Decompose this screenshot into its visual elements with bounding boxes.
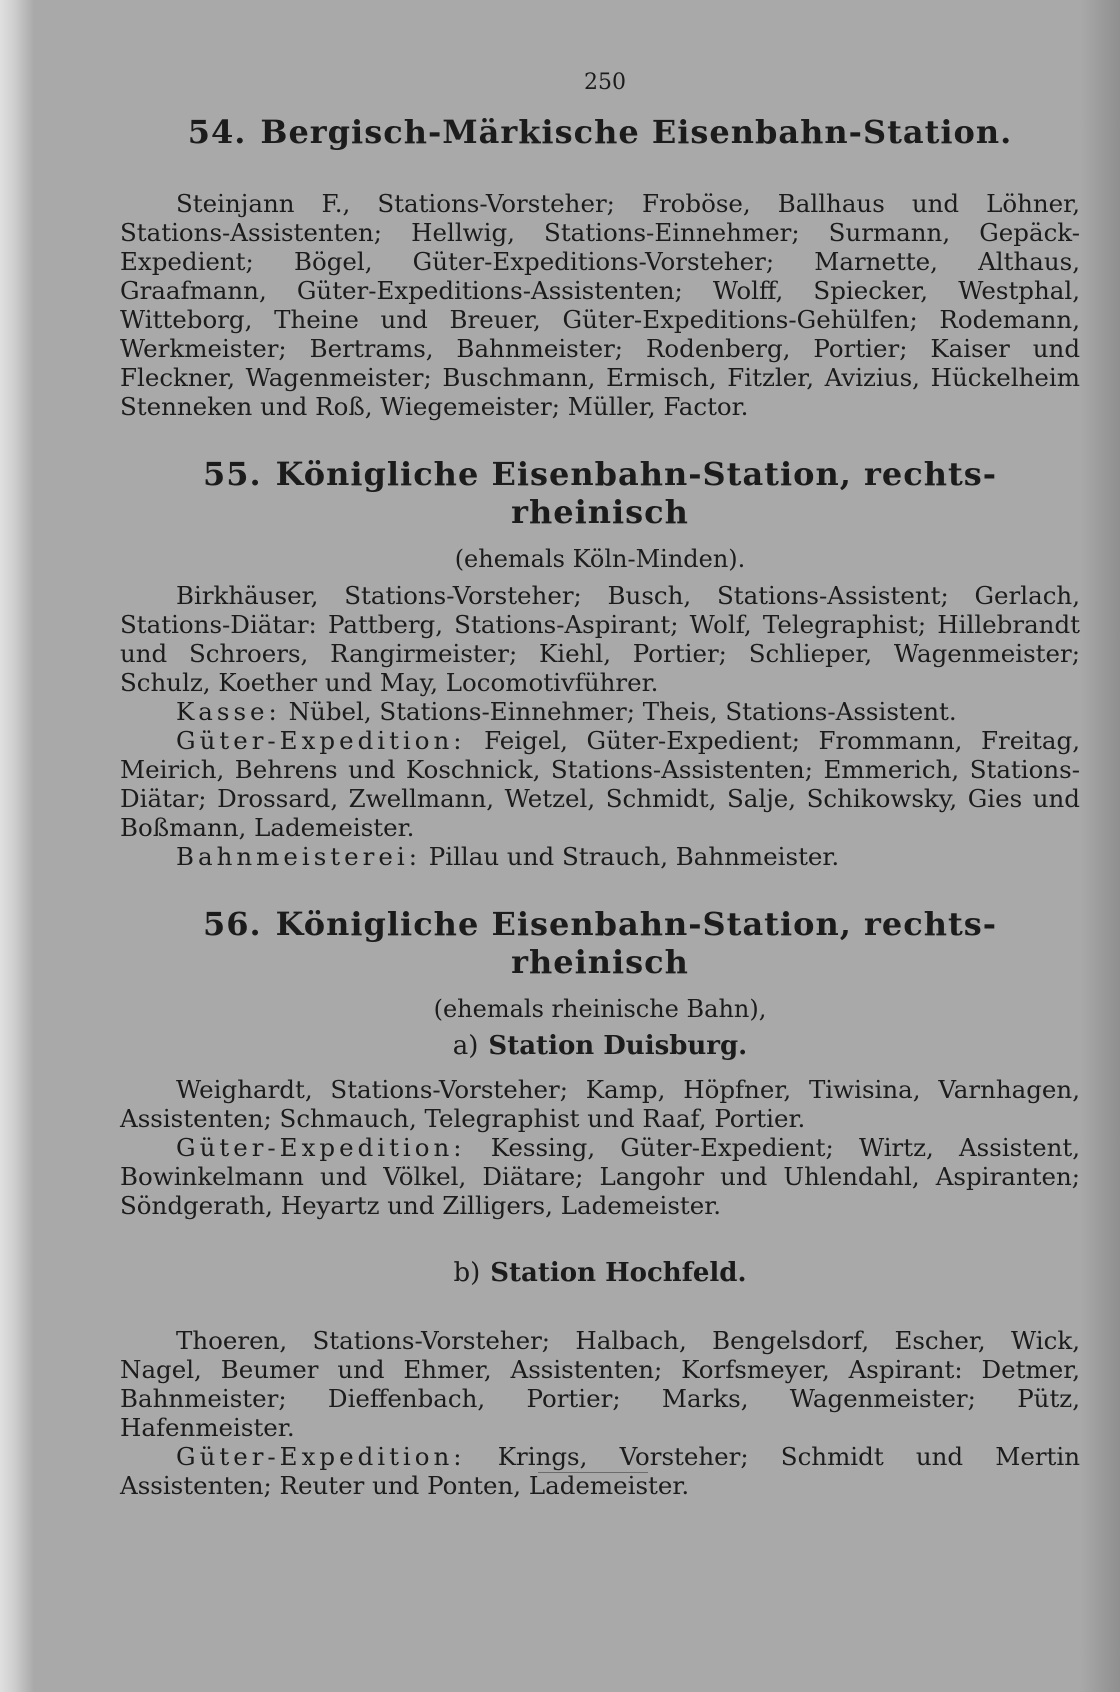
station-b-title: Station Hochfeld. [490, 1258, 747, 1288]
station-a-gueter-label: Güter-Expedition: [176, 1133, 466, 1162]
station-b-heading [120, 1258, 1080, 1288]
gueter-label: Güter-Expedition: [176, 726, 466, 755]
section-54-title: Bergisch-Märkische Eisenbahn-Station. [260, 113, 1013, 151]
bahnmeisterei-label: Bahnmeisterei: [176, 842, 421, 871]
station-a-title: Station Duisburg. [488, 1031, 748, 1061]
station-b-gueter-label: Güter-Expedition: [176, 1442, 466, 1471]
gueter-text: Feigel, Güter-Expedient; Frommann, Freitag, Meirich, Behrens und Koschnick, Stations-Assistenten; Emmerich, Stations-Diätar; Drossard, Zwellmann, Wetzel, Schmidt, Salje, Schikowsky, Gies und Boßmann, Lademeister. [120, 726, 1080, 842]
section-54-number: 54. [187, 113, 247, 151]
section-55-kasse [120, 697, 1080, 726]
section-56-subtitle: (ehemals rheinische Bahn), [433, 995, 767, 1023]
bahnmeisterei-text: Pillau und Strauch, Bahnmeister. [428, 842, 840, 871]
section-54-heading [120, 113, 1080, 151]
station-a-paragraph: Weighardt, Stations-Vorsteher; Kamp, Höpfner, Tiwisina, Varnhagen, Assistenten; Schmauch, Telegraphist und Raaf, Portier. [120, 1075, 1080, 1133]
kasse-text: Nübel, Stations-Einnehmer; Theis, Stations-Assistent. [288, 697, 957, 726]
page-edge-left [0, 0, 34, 1692]
kasse-label: Kasse: [176, 697, 281, 726]
footer-rule [538, 1472, 648, 1473]
station-b-gueter [120, 1442, 1080, 1500]
section-55-heading [120, 455, 1080, 531]
section-55-paragraph: Birkhäuser, Stations-Vorsteher; Busch, Stations-Assistent; Gerlach, Stations-Diätar: Pattberg, Stations-Aspirant; Wolf, Telegraphist; Hillebrandt und Schroers, Rangirmeister; Kiehl, Portier; Schlieper, Wagenmeister; Schulz, Koether und May, Locomotivführer. [120, 581, 1080, 697]
page-edge-right [1080, 0, 1120, 1692]
section-56-heading [120, 905, 1080, 981]
page-content [120, 70, 1080, 1500]
section-55-number: 55. [202, 455, 262, 493]
station-b-gueter-text: Krings, Vorsteher; Schmidt und Mertin Assistenten; Reuter und Ponten, Lademeister. [120, 1442, 1080, 1500]
page-number: 250 [584, 70, 626, 95]
section-55-title: Königliche Eisenbahn-Station, rechts-rheinisch [275, 455, 998, 531]
section-55-gueter [120, 726, 1080, 842]
station-a-gueter-text: Kessing, Güter-Expedient; Wirtz, Assistent, Bowinkelmann und Völkel, Diätare; Langohr und Uhlendahl, Aspiranten; Söndgerath, Heyartz und Zilligers, Lademeister. [120, 1133, 1080, 1220]
section-55-subtitle: (ehemals Köln-Minden). [454, 545, 746, 573]
section-54-body: Steinjann F., Stations-Vorsteher; Froböse, Ballhaus und Löhner, Stations-Assistenten; Hellwig, Stations-Einnehmer; Surmann, Gepäck-Expedient; Bögel, Güter-Expeditions-Vorsteher; Marnette, Althaus, Graafmann, Güter-Expeditions-Assistenten; Wolff, Spiecker, Westphal, Witteborg, Theine und Breuer, Güter-Expeditions-Gehülfen; Rodemann, Werkmeister; Bertrams, Bahnmeister; Rodenberg, Portier; Kaiser und Fleckner, Wagenmeister; Buschmann, Ermisch, Fitzler, Avizius, Hückelheim Stenneken und Roß, Wiegemeister; Müller, Factor. [120, 189, 1080, 421]
section-56-title: Königliche Eisenbahn-Station, rechts-rheinisch [275, 905, 998, 981]
station-a-label: a) [452, 1031, 479, 1061]
station-b-paragraph: Thoeren, Stations-Vorsteher; Halbach, Bengelsdorf, Escher, Wick, Nagel, Beumer und Ehmer, Assistenten; Korfsmeyer, Aspirant: Detmer, Bahnmeister; Dieffenbach, Portier; Marks, Wagenmeister; Pütz, Hafenmeister. [120, 1326, 1080, 1442]
station-a-heading [120, 1031, 1080, 1061]
section-56-number: 56. [202, 905, 262, 943]
section-55-bahnmeisterei [120, 842, 1080, 871]
station-a-gueter [120, 1133, 1080, 1220]
station-b-label: b) [453, 1258, 481, 1288]
